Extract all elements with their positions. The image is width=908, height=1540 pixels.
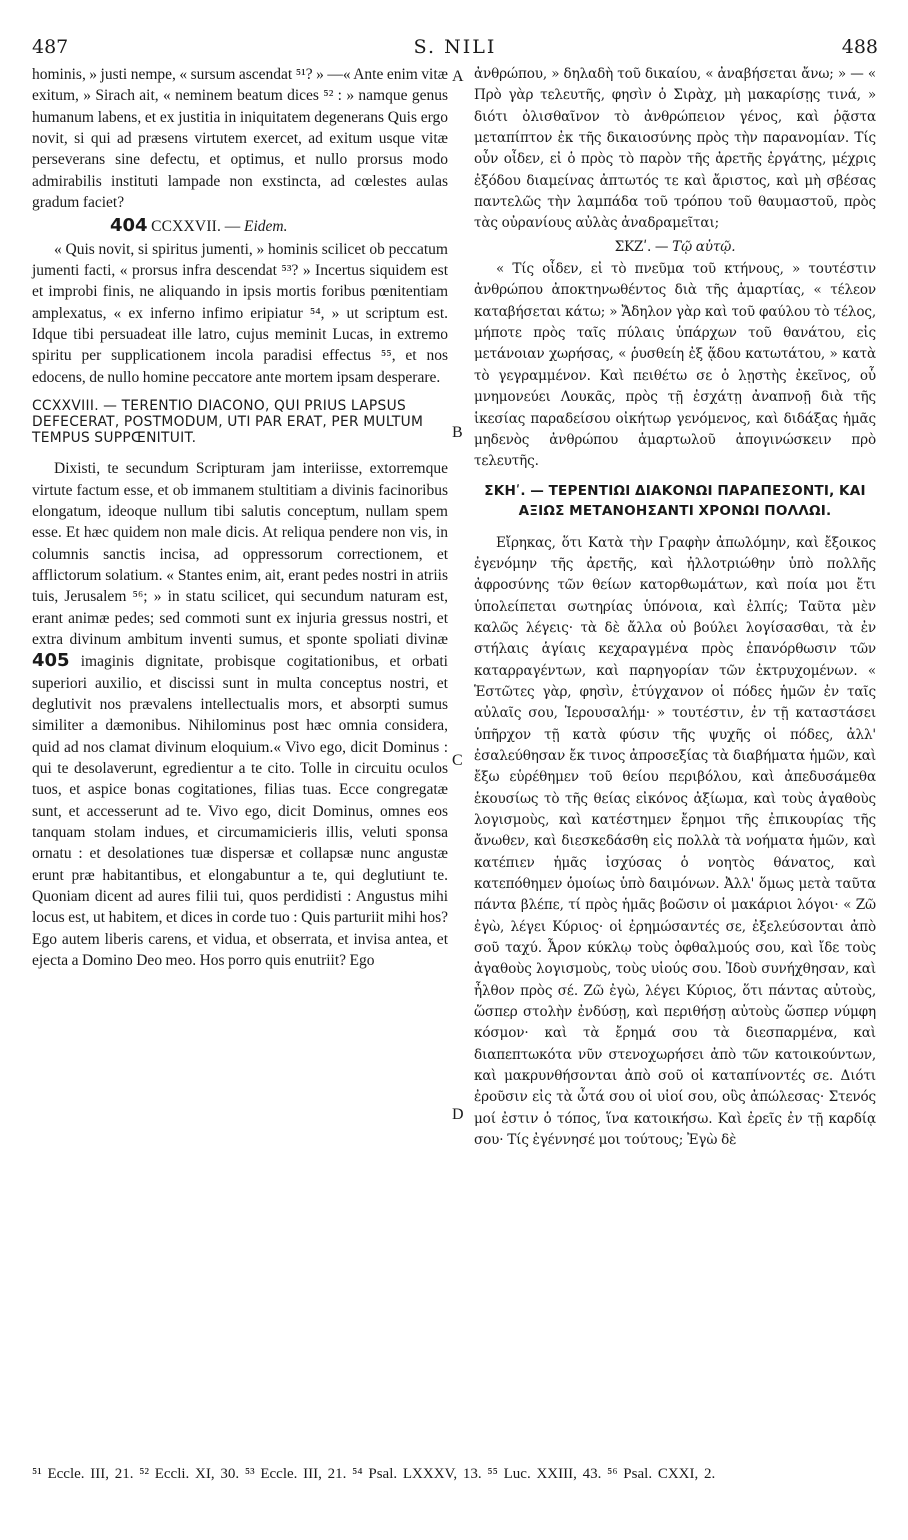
greek-paragraph-1: ἀνθρώπου, » δηλαδὴ τοῦ δικαίου, « ἀναβήσεται ἄνω; » — « Πρὸ γὰρ τελευτῆς, φησὶν ὁ Σιρὰχ, μὴ μακαρίσῃς τινά, » διότι ὀλισθαῖνον τὸ ἀνθρώπειον γένος, καὶ ῥᾷστα μεταπίπτον ἐκ τῆς δικαιοσύνης πρὸς τὴν παρανομίαν. Τίς οὖν οἶδεν, εἰ ὁ πρὸς τὸ παρὸν τῆς ἀρετῆς ἐργάτης, μέχρις ἐξόδου διαμείνας ἀπτωτός τε καὶ ἄριστος, καὶ μὴ σβέσας παντελῶς τὴν λαμπάδα τοῦ τρόπου τοῦ θαυμαστοῦ, πρὸς τὰς οὐρανίους αὐλὰς ἀναδραμεῖται; bbox=[474, 66, 876, 232]
margin-letter-d: D bbox=[452, 1106, 464, 1123]
right-page-number: 488 bbox=[841, 36, 878, 58]
latin-paragraph-3 bbox=[32, 458, 448, 971]
latin-column bbox=[32, 64, 448, 971]
column-number-405: 405 bbox=[32, 650, 70, 672]
latin-paragraph-2: « Quis novit, si spiritus jumenti, » hominis scilicet ob peccatum jumenti facti, « prorsus infra descendat ⁵³? » Incertus siquidem est et improbi finis, ne aliquando in ipsis mortis foribus pœnitentiam amplexatus, « ex inferno infimo eripiatur ⁵⁴, » ut scriptum est. Idque tibi persuadeat ille latro, cujus meminit Lucas, in extremo spiritu per supplicationem incola paradisi effectus ⁵⁵, et nos edocens, de nullo homine peccatore ante mortem ipsam desperare. bbox=[32, 240, 448, 386]
left-page-number: 487 bbox=[32, 36, 69, 58]
running-title: S. NILI bbox=[413, 36, 497, 58]
latin-letter-228-heading: CCXXVIII. — TERENTIO DIACONO, QUI PRIUS LAPSUS DEFECERAT, POSTMODUM, UTI PAR ERAT, PER MULTUM TEMPUS SUPPŒNITUIT. bbox=[32, 398, 424, 447]
margin-letter-b: B bbox=[452, 424, 463, 441]
greek-paragraph-3: Εἴρηκας, ὅτι Κατὰ τὴν Γραφὴν ἀπωλόμην, καὶ ἔξοικος ἐγενόμην τῆς ἀρετῆς, καὶ ἠλλοτριώθην ὑπὸ πολλῆς ἀφροσύνης τῶν θείων κατορθωμάτων, καὶ ποία μοι ἔτι ὑπολείπεται σωτηρίας ὑπόνοια, καὶ ἐλπίς; Ταῦτα μὲν καλῶς λέγεις· τὰ δὲ ἄλλα οὐ βούλει λογίσασθαι, τὰ ἐν στήλαις ἁγίαις κεχαραγμένα πρὸς ἐπανόρθωσιν τῶν καταρραγέντων, καὶ παρηγορίαν τῶν ἐκτρυχομένων. « Ἑστῶτες γὰρ, φησὶν, ἐτύγχανον οἱ πόδες ἡμῶν ἐν ταῖς αὐλαῖς σου, Ἱερουσαλήμ· » τουτέστιν, ἐν τῇ καταστάσει ὑπῆρχον τῇ κατὰ φύσιν τῆς ψυχῆς οἱ πόδες, ἀλλ' ἐσαλεύθησαν ἔκ τινος ἀπροσεξίας τὰ διαβήματα ἡμῶν, καὶ ἔξω εὑρέθημεν τοῦ θείου περιβόλου, καὶ ἀπεδυσάμεθα ἑκουσίως τὸ τῆς θείας εἰκόνος ἀξίωμα, καὶ τοὺς ἀγαθοὺς λογισμοὺς, καὶ κατέστημεν ἔρημοι τῆς ἐπικουρίας τῆς ἄνωθεν, καὶ διεσκεδάσθη εἰς πολλὰ τὰ νοήματα ἡμῶν, καὶ κατέπιεν ἡμᾶς ἰσχύσας ὁ νοητὸς θάνατος, καὶ κατεπόθημεν ὁμοίως ὑπὸ δαιμόνων. Ἀλλ' ὅμως μετὰ ταῦτα πάντα βλέπε, τί πρὸς ἡμᾶς βοῶσιν οἱ μακάριοι λόγοι· « Ζῶ ἐγὼ, λέγει Κύριος· οἱ ἐρημώσαντές σε, ἐξελεύσονται ἀπὸ σοῦ ταχύ. Ἆρον κύκλῳ τοὺς ὀφθαλμούς σου, καὶ ἴδε τοὺς ἀγαθοὺς λογισμοὺς, τοὺς υἱούς σου. Ἰδοὺ συνήχθησαν, καὶ ἦλθον πρὸς σέ. Ζῶ ἐγὼ, λέγει Κύριος, ὅτι πάντας αὐτοὺς, ὥσπερ στολὴν ἐνδύσῃ, καὶ περιθήσῃ αὐτοὺς ὥσπερ νύμφη κόσμον· καὶ τὰ ἔρημά σου τὰ διεσπαρμένα, καὶ διαπεπτωκότα νῦν στενοχωρήσει ἀπὸ τῶν κατοικούντων, καὶ μακρυνθήσονται ἀπὸ σοῦ οἱ καταπίνοντές σε. Διότι ἐροῦσιν εἰς τὰ ὦτά σου οἱ υἱοί σου, οὓς ἀπώλεσας· Στενός μοί ἐστιν ὁ τόπος, ἵνα κατοικήσω. Καὶ ἐρεῖς ἐν τῇ καρδίᾳ σου· Τίς ἐγέννησέ μοι τούτους; Ἐγὼ δὲ bbox=[474, 534, 876, 1149]
greek-column bbox=[474, 64, 876, 1152]
greek-letter-227-heading bbox=[474, 237, 876, 258]
greek-letter-227-title: ΣΚΖʹ. — bbox=[614, 238, 669, 255]
footnotes: ⁵¹ Eccle. III, 21. ⁵² Eccli. XI, 30. ⁵³ Eccle. III, 21. ⁵⁴ Psal. LXXXV, 13. ⁵⁵ Luc. XXIII, 43. ⁵⁶ Psal. CXXI, 2. bbox=[32, 1466, 716, 1482]
greek-letter-228-heading: ΣΚΗʹ. — ΤΕΡΕΝΤΙΩΙ ΔΙΑΚΟΝΩΙ ΠΑΡΑΠΕΣΟΝΤΙ, ΚΑΙ ΑΞΙΩΣ ΜΕΤΑΝΟΗΣΑΝΤΙ ΧΡΟΝΩΙ ΠΟΛΛΩΙ. bbox=[484, 482, 866, 519]
latin-paragraph-3a: Dixisti, te secundum Scripturam jam interiisse, extorremque virtute factum esse, et ob immanem stultitiam a divinis facinoribus elongatum, ideoque nullum tibi salutis conceptum, nullam spem esse. Et hæc quidem non male dicis. At reliqua pendere non vis, in columnis sanctis incisa, ad oppressorum correctionem, et afflictorum solatium. « Stantes enim, ait, erant pedes nostri in atriis tuis, Jerusalem ⁵⁶; » in statu scilicet, qui secundum naturam est, erant animæ pedes; sed commoti sunt ex injuria gressus nostri, et extra divinum ambitum inventi sumus, et sponte spoliati divinæ bbox=[32, 460, 448, 648]
greek-paragraph-2: « Τίς οἶδεν, εἰ τὸ πνεῦμα τοῦ κτήνους, » τουτέστιν ἀνθρώπου ἀποκτηνωθέντος διὰ τῆς ἁμαρτίας, « τέλεον καταβήσεται κάτω; » Ἄδηλον γὰρ καὶ τοῦ φαύλου τὸ τέλος, μήποτε πρὸς ταῖς πύλαις ὑπάρχων τοῦ θανάτου, εἰς μετάνοιαν χωρήσας, « ῥυσθείη ἐξ ᾅδου κατωτάτου, » κατὰ τὸ γεγραμμένον. Καὶ πειθέτω σε ὁ λῃστὴς ἐκεῖνος, οὗ μνημονεύει Λουκᾶς, πρὸς τῇ ἐσχάτῃ ἀναπνοῇ διὰ τῆς ἱκεσίας παραδείσου οἰκήτωρ γενόμενος, καὶ διδάξας ἡμᾶς μηδενὸς ἀνθρώπου ἁμαρτωλοῦ ἀπογινώσκειν πρὸ τελευτῆς. bbox=[474, 261, 876, 470]
latin-letter-227-addressee: Eidem. bbox=[243, 218, 288, 236]
greek-letter-227-addressee: Τῷ αὐτῷ. bbox=[672, 238, 736, 255]
column-number-404: 404 bbox=[110, 215, 148, 237]
latin-paragraph-1: hominis, » justi nempe, « sursum ascendat ⁵¹? » —« Ante enim vitæ exitum, » Sirach ait, « neminem beatum dices ⁵² : » namque genus humanum labens, et ex justitia in iniquitatem degenerans Quis ergo novit, si qui ad præsens virtutem exercet, ad exitum usque vitæ perseverans sine defectu, et optimus, et nullo prorsus modo admirabilis instituti lampade non exstincta, ad cœlestes aulas gradum faciet? bbox=[32, 66, 448, 212]
latin-paragraph-3b: imaginis dignitate, probisque cogitationibus, et orbati superiori auxilio, et discissi sunt in multa conceptus nostri, et deglutivit nos prævalens intellectualis mors, et absorpti sumus similiter a dæmonibus. Nihilominus post hæc omnia considera, quid ad nos clamat divinum eloquium.« Vivo ego, dicit Dominus : qui te desolaverunt, egredientur a te cito. Tolle in circuitu oculos tuos, et aspice bonas cogitationes, filias tuas. Ecce congregatæ sunt, et accesserunt ad te. Vivo ego, dicit Dominus, omnes eos tanquam stolam indues, et circumamicieris illis, veluti sponsa ornatu : et desolationes tuæ dispersæ et collapsæ nunc angustæ erunt præ habitantibus, et elongabuntur a te, qui deglutiunt te. Quoniam dicent ad aures filii tui, quos perdidisti : Angustus mihi locus est, ut habitem, et dices in corde tuo : Quis parturiit mihi hos? Ego autem liberis carens, et vidua, et obserrata, et invisa antea, et ejecta a Domino Deo meo. Hos porro quis enutriit? Ego bbox=[32, 653, 448, 970]
running-header bbox=[32, 36, 878, 62]
margin-letter-c: C bbox=[452, 752, 463, 769]
latin-letter-227-title: CCXXVII. — bbox=[151, 218, 241, 236]
margin-letter-a: A bbox=[452, 68, 464, 85]
latin-letter-227-heading bbox=[32, 215, 448, 237]
